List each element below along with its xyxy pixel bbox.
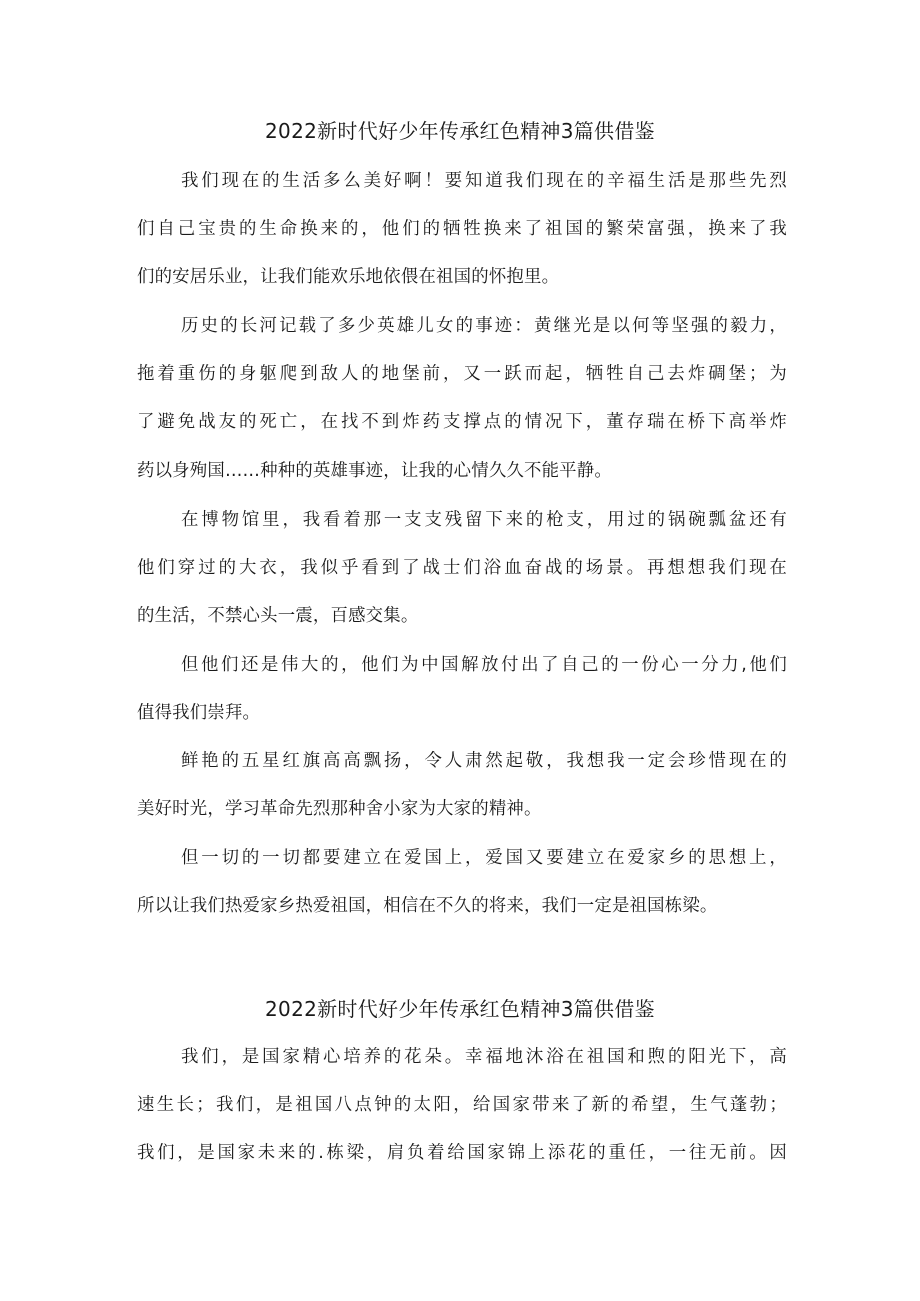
paragraph-line: 历史的长河记载了多少英雄儿女的事迹：黄继光是以何等坚强的毅力， — [181, 316, 787, 336]
paragraph-line: 的生活，不禁心头一震，百感交集。 — [137, 606, 419, 626]
section-1-title: 2022新时代好少年传承红色精神3篇供借鉴 — [265, 119, 655, 143]
paragraph-line: 所以让我们热爱家乡热爱祖国，相信在不久的将来，我们一定是祖国栋梁。 — [137, 896, 718, 916]
section-2-title: 2022新时代好少年传承红色精神3篇供借鉴 — [265, 997, 655, 1021]
paragraph-line: 鲜艳的五星红旗高高飘扬，令人肃然起敬，我想我一定会珍惜现在的 — [181, 751, 787, 771]
paragraph-line: 但他们还是伟大的，他们为中国解放付出了自己的一份心一分力,他们 — [181, 655, 787, 675]
paragraph-line: 速生长；我们，是祖国八点钟的太阳，给国家带来了新的希望，生气蓬勃； — [137, 1095, 787, 1115]
paragraph-line: 美好时光，学习革命先烈那种舍小家为大家的精神。 — [137, 799, 542, 819]
paragraph-line: 我们，是国家精心培养的花朵。幸福地沐浴在祖国和煦的阳光下，高 — [181, 1047, 787, 1067]
paragraph-line: 我们，是国家未来的.栋梁，肩负着给国家锦上添花的重任，一往无前。因 — [137, 1143, 787, 1163]
paragraph-line: 们的安居乐业，让我们能欢乐地依偎在祖国的怀抱里。 — [137, 267, 560, 287]
paragraph-line: 了避免战友的死亡，在找不到炸药支撑点的情况下，董存瑞在桥下高举炸 — [137, 412, 787, 432]
paragraph-line: 值得我们崇拜。 — [137, 703, 261, 723]
paragraph-line: 药以身殉国……种种的英雄事迹，让我的心情久久不能平静。 — [137, 461, 612, 481]
paragraph-line: 但一切的一切都要建立在爱国上，爱国又要建立在爱家乡的思想上， — [181, 848, 787, 868]
paragraph-line: 在博物馆里，我看着那一支支残留下来的枪支，用过的锅碗瓢盆还有 — [181, 510, 787, 530]
paragraph-line: 我们现在的生活多么美好啊！要知道我们现在的辛福生活是那些先烈 — [181, 171, 787, 191]
paragraph-line: 他们穿过的大衣，我似乎看到了战士们浴血奋战的场景。再想想我们现在 — [137, 558, 787, 578]
paragraph-line: 拖着重伤的身躯爬到敌人的地堡前，又一跃而起，牺牲自己去炸碉堡；为 — [137, 364, 787, 384]
paragraph-line: 们自己宝贵的生命换来的，他们的牺牲换来了祖国的繁荣富强，换来了我 — [137, 219, 787, 239]
